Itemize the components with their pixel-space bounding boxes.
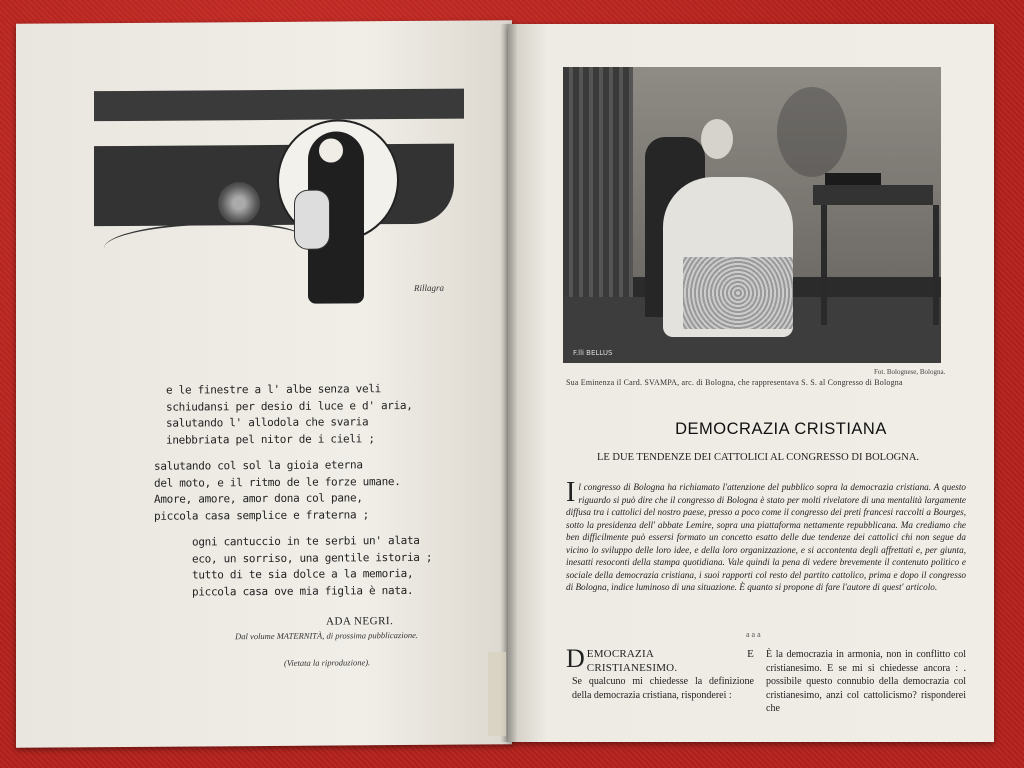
- article-title: DEMOCRAZIA CRISTIANA: [675, 420, 887, 438]
- side-table: [813, 185, 933, 205]
- poem-source: Dal volume MATERNITÀ, di prossima pubblicazione.: [235, 629, 418, 642]
- cardinal-photograph: [563, 67, 941, 363]
- child-figure: [294, 190, 330, 250]
- article-intro: Il congresso di Bologna ha richiamato l'attenzione del pubblico sopra la democrazia cristiana. A questo riguardo si può dire che il congresso di Bologna è stato per molti rivelatore di una mentalità largamente diffusa tra i cattolici del nostro paese, presso a poco come il congresso dei preti francesi raccolti a Bourges, sotto la presidenza dell' abbate Lemire, sopra una piattaforma nettamente repubblicana. Ma crediamo che ben difficilmente può essersi formato un concetto esatto delle due tendenze dei cattolici chi non segue da vicino lo sviluppo delle loro idee, e della loro organizzazione, e si accontenta degli affrettati e, per giunta, inesatti resoconti della stampa quotidiana. Vale quindi la pena di vedere brevemente il contenuto politico e sociale della democrazia cristiana, i suoi rapporti col resto del partito cattolico, prima e dopo il congresso di Bologna, indice luminoso di una situazione. È quanto si propone di fare l'autore di quest' articolo.: [566, 477, 966, 592]
- photo-studio-mark: F.lli BELLUS: [573, 349, 613, 357]
- poem: [154, 381, 433, 611]
- reproduction-note: (Vietata la riproduzione).: [284, 657, 371, 668]
- article-subtitle: LE DUE TENDENZE DEI CATTOLICI AL CONGRESSO DI BOLOGNA.: [596, 452, 920, 463]
- flower-ornament: [218, 182, 260, 224]
- poem-stanza-2: salutando col sol la gioia eterna del moto, e il ritmo de le forze umane. Amore, amore, amor dona col pane, piccola casa semplice e fraterna ;: [154, 458, 401, 523]
- photo-caption: Sua Eminenza il Card. SVAMPA, arc. di Bologna, che rappresentava S. S. al Congresso di Bologna: [566, 378, 903, 387]
- intro-drop-cap: I: [566, 477, 576, 508]
- section-heading: EMOCRAZIA E CRISTIANESIMO.: [586, 648, 754, 674]
- books: [825, 173, 881, 185]
- poem-stanza-3: ogni cantuccio in te serbi un' alata eco, un sorriso, una gentile istoria ; tutto di te sia dolce a la memoria, piccola casa ove mia figlia è nata.: [192, 533, 433, 599]
- poem-author: ADA NEGRI.: [326, 615, 394, 628]
- article-column-right: È la democrazia in armonia, non in conflitto col cristianesimo. E se mi si chiedesse ancora : . possibile questo connubio della democrazia col cristianesimo, anzi col cattolicismo? risponderei che: [766, 649, 966, 714]
- mother-and-child-illustration: [94, 89, 464, 334]
- article-column-left: DEMOCRAZIA E CRISTIANESIMO. Se qualcuno mi chiedesse la definizione della democrazia cristiana, risponderei :: [566, 644, 754, 701]
- photo-credit: Fot. Bolognese, Bologna.: [874, 368, 946, 376]
- illustration-signature: Rillagra: [413, 282, 444, 293]
- poem-stanza-1: e le finestre a l' albe senza veli schiudansi per desio di luce e d' aria, salutando l' allodola che svaria inebbriata pel nitor de i cieli ;: [166, 382, 413, 447]
- section-separator: a a a: [746, 630, 761, 639]
- book-gutter: [500, 24, 518, 742]
- left-page: [16, 20, 512, 747]
- right-page: [508, 24, 994, 742]
- repair-tape: [488, 652, 506, 736]
- section-drop-cap: D: [566, 644, 585, 673]
